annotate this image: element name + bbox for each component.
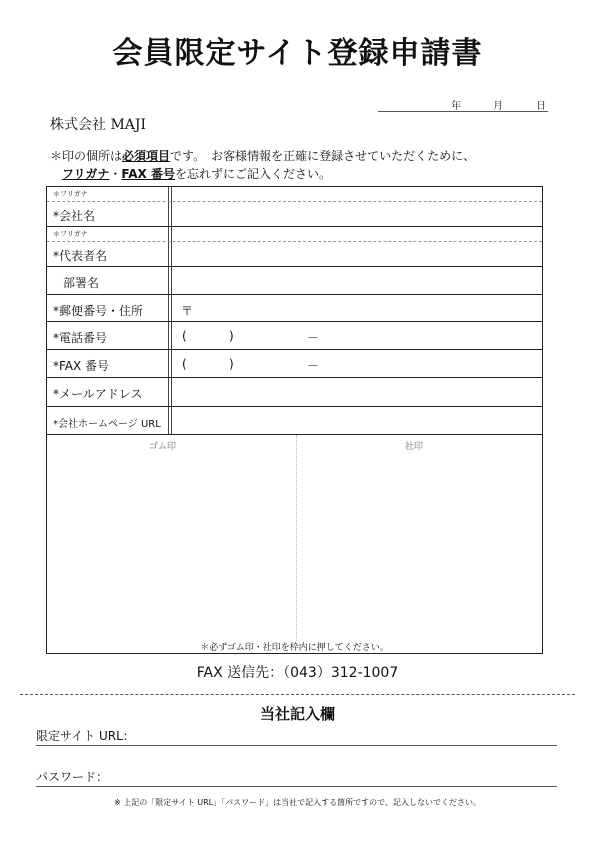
company-name: 株式会社 MAJI <box>50 117 147 133</box>
notice-line-2 <box>62 165 331 182</box>
department-row[interactable] <box>47 267 542 295</box>
paren-open: ( <box>182 357 187 371</box>
paren-open: ( <box>182 329 187 343</box>
phone-row[interactable] <box>47 322 542 350</box>
page-title: 会員限定サイト登録申請書 <box>112 36 483 71</box>
notice-text: ＊印の個所は <box>50 149 123 163</box>
divider <box>171 350 172 377</box>
notice-text: を忘れずにご記入ください。 <box>174 167 331 181</box>
site-url-label: 限定サイト URL： <box>36 729 135 743</box>
stamp-area[interactable] <box>47 435 542 653</box>
rubber-stamp-label: ゴム印 <box>149 442 177 452</box>
day-label: 日 <box>536 101 546 112</box>
hyphen: － <box>307 359 320 373</box>
furigana-emphasis: フリガナ <box>62 167 110 181</box>
stamp-note: ＊必ずゴム印・社印を枠内に押してください。 <box>200 643 389 653</box>
divider <box>171 407 172 434</box>
company-seal-label: 社印 <box>405 442 424 452</box>
furigana-label: ＊フリガナ <box>53 190 88 198</box>
paren-close: ) <box>229 357 234 371</box>
divider <box>171 322 172 349</box>
site-url-field[interactable] <box>36 727 557 746</box>
password-field[interactable] <box>36 768 557 787</box>
furigana-divider <box>47 201 542 202</box>
homepage-label: *会社ホームページ URL <box>53 419 161 430</box>
divider <box>171 187 172 226</box>
furigana-label: ＊フリガナ <box>53 230 88 238</box>
cut-line <box>20 694 575 695</box>
notice-line-1 <box>50 147 475 164</box>
divider <box>171 295 172 321</box>
divider <box>171 378 172 406</box>
registration-form <box>46 186 543 654</box>
required-text: 必須項目 <box>122 149 171 163</box>
fax-destination: FAX 送信先：（043）312-1007 <box>196 665 399 681</box>
email-row[interactable] <box>47 378 542 407</box>
date-field[interactable] <box>378 97 548 112</box>
representative-row[interactable] <box>47 227 542 267</box>
company-name-row[interactable] <box>47 187 542 227</box>
address-label: *郵便番号・住所 <box>53 304 144 318</box>
representative-label: *代表者名 <box>53 249 108 263</box>
office-use-title: 当社記入欄 <box>259 705 335 723</box>
notice-text: です。 お客様情報を正確に登録させていただくために、 <box>170 149 476 163</box>
fax-label: *FAX 番号 <box>53 359 110 373</box>
separator: ・ <box>109 167 122 181</box>
address-row[interactable] <box>47 295 542 322</box>
divider <box>171 227 172 266</box>
department-label: 部署名 <box>63 276 100 290</box>
fax-row[interactable] <box>47 350 542 378</box>
divider <box>171 267 172 294</box>
paren-close: ) <box>229 329 234 343</box>
furigana-divider <box>47 241 542 242</box>
footnote: ※ 上記の「限定サイト URL」「パスワード」は当社で記入する箇所ですので、記入しないでください。 <box>114 798 481 807</box>
password-label: パスワード： <box>36 770 109 784</box>
email-label: *メールアドレス <box>53 387 143 401</box>
stamp-divider <box>296 435 297 641</box>
phone-label: *電話番号 <box>53 331 108 345</box>
year-label: 年 <box>451 101 461 112</box>
postal-mark: 〒 <box>181 304 194 318</box>
company-name-label: *会社名 <box>53 209 96 223</box>
homepage-row[interactable] <box>47 407 542 435</box>
hyphen: － <box>307 331 320 345</box>
fax-emphasis: FAX 番号 <box>121 167 175 181</box>
month-label: 月 <box>493 101 503 112</box>
